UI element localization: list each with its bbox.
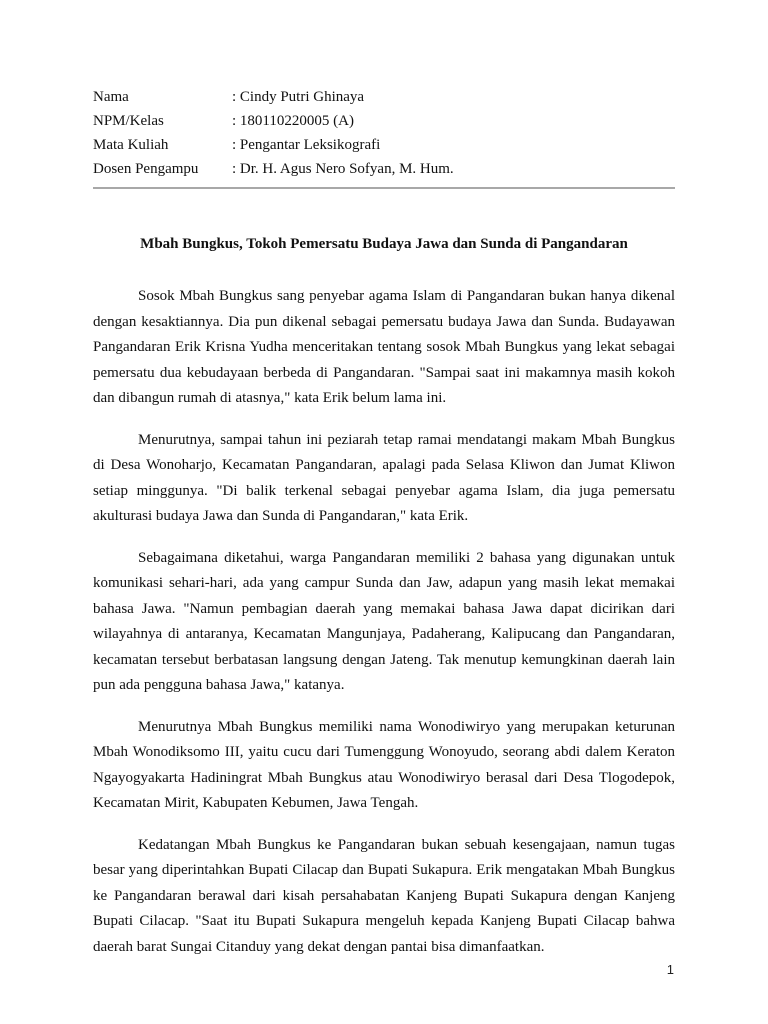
page-number: 1 bbox=[666, 962, 674, 977]
paragraph: Kedatangan Mbah Bungkus ke Pangandaran bukan sebuah kesengajaan, namun tugas besar yang diperintahkan Bupati Cilacap dan Bupati Sukapura. Erik mengatakan Mbah Bungkus ke Pangandaran berawal dari kisah persahabatan Kanjeng Bupati Sukapura dengan Kanjeng Bupati Cilacap. "Saat itu Bupati Sukapura mengeluh kepada Kanjeng Bupati Cilacap bahwa daerah barat Sungai Citanduy yang dekat dengan pantai bisa dimanfaatkan. bbox=[93, 836, 675, 955]
paragraph: Sosok Mbah Bungkus sang penyebar agama Islam di Pangandaran bukan hanya dikenal dengan kesaktiannya. Dia pun dikenal sebagai pemersatu budaya Jawa dan Sunda. Budayawan Pangandaran Erik Krisna Yudha menceritakan tentang sosok Mbah Bungkus yang lekat sebagai pemersatu dua kebudayaan berbeda di Pangandaran. "Sampai saat ini makamnya masih kokoh dan dibangun rumah di atasnya," kata Erik belum lama ini. bbox=[93, 288, 675, 406]
header-label: NPM/Kelas bbox=[93, 113, 164, 129]
header-label: Mata Kuliah bbox=[93, 137, 169, 153]
paragraph: Menurutnya, sampai tahun ini peziarah tetap ramai mendatangi makam Mbah Bungkus di Desa Wonoharjo, Kecamatan Pangandaran, apalagi pada Selasa Kliwon dan Jumat Kliwon setiap minggunya. "Di balik terkenal sebagai penyebar agama Islam, dia juga pemersatu akulturasi budaya Jawa dan Sunda di Pangandaran," kata Erik. bbox=[93, 431, 675, 524]
header-value: : Cindy Putri Ghinaya bbox=[232, 89, 365, 105]
header-divider bbox=[93, 187, 675, 189]
article-body bbox=[93, 284, 675, 976]
header-row-name bbox=[93, 86, 675, 110]
identity-header bbox=[93, 86, 675, 182]
header-row-lecturer bbox=[93, 158, 675, 182]
header-row-npm bbox=[93, 110, 675, 134]
paragraph: Sebagaimana diketahui, warga Pangandaran memiliki 2 bahasa yang digunakan untuk komunikasi sehari-hari, ada yang campur Sunda dan Jaw, adapun yang masih lekat memakai bahasa Jawa. "Namun pembagian daerah yang memakai bahasa Jawa dapat dicirikan dari wilayahnya di antaranya, Kecamatan Mangunjaya, Padaherang, Kalipucang dan Pangandaran, kecamatan tersebut berbatasan langsung dengan Jateng. Tak menutup kemungkinan daerah lain pun ada pengguna bahasa Jawa," katanya. bbox=[93, 549, 675, 693]
header-row-course bbox=[93, 134, 675, 158]
header-label: Dosen Pengampu bbox=[93, 161, 199, 177]
paragraph: Menurutnya Mbah Bungkus memiliki nama Wonodiwiryo yang merupakan keturunan Mbah Wonodiksomo III, yaitu cucu dari Tumenggung Wonoyudo, seorang abdi dalem Keraton Ngayogyakarta Hadiningrat Mbah Bungkus atau Wonodiwiryo berasal dari Desa Tlogodepok, Kecamatan Mirit, Kabupaten Kebumen, Jawa Tengah. bbox=[93, 718, 675, 811]
header-value: : Dr. H. Agus Nero Sofyan, M. Hum. bbox=[232, 161, 454, 177]
header-value: : 180110220005 (A) bbox=[232, 113, 354, 129]
article-title: Mbah Bungkus, Tokoh Pemersatu Budaya Jawa dan Sunda di Pangandaran bbox=[140, 236, 628, 252]
header-label: Nama bbox=[93, 89, 129, 105]
header-value: : Pengantar Leksikografi bbox=[232, 137, 381, 153]
